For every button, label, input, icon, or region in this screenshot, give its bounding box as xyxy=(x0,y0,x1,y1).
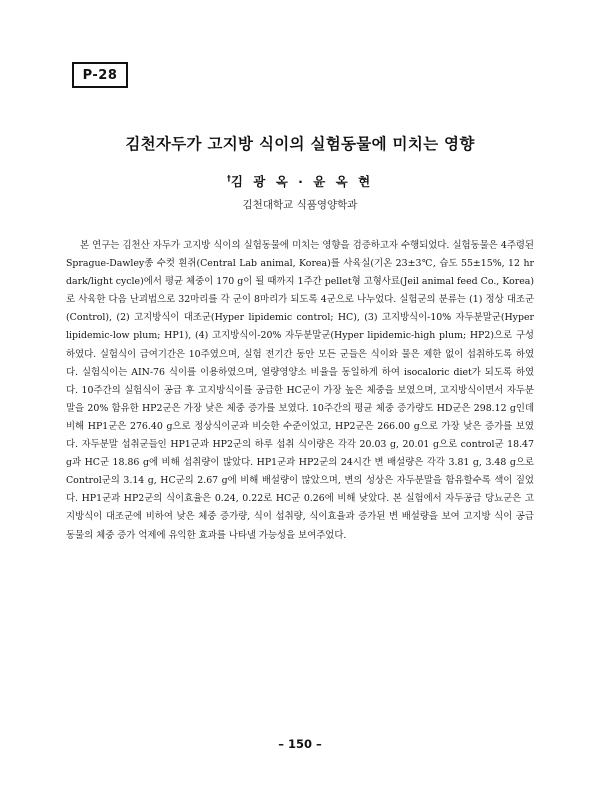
corresponding-author-mark: † xyxy=(226,173,231,183)
author-names: 김 광 옥 · 윤 옥 현 xyxy=(230,174,374,189)
poster-id-box: P-28 xyxy=(72,62,128,88)
paper-title: 김천자두가 고지방 식이의 실험동물에 미치는 영향 xyxy=(125,135,475,153)
abstract-body: 본 연구는 김천산 자두가 고지방 식이의 실험동물에 미치는 영향을 검증하고자 수행되었다. 실험동물은 4주령된 Sprague-Dawley종 수컷 흰쥐(Central Lab animal, Korea)를 사육실(기온 23±3℃, 습도 55±15%, 12 hr dark/light cycle)에서 평균 체중이 170 g이 될 때까지 1주간 pellet형 고형사료(Jeil animal feed Co., Korea)로 사육한 다음 난괴법으로 32마리를 각 군이 8마리가 되도록 4군으로 나누었다. 실험군의 분류는 (1) 정상 대조군(Control), (2) 고지방식이 대조군(Hyper lipidemic control; HC), (3) 고지방식이-10% 자두분말군(Hyper lipidemic-low plum; HP1), (4) 고지방식이-20% 자두분말군(Hyper lipidemic-high plum; HP2)으로 구성하였다. 실험식이 급여기간은 10주였으며, 실험 전기간 동안 모든 군들은 식이와 물은 제한 없이 섭취하도록 하였다. 실험식이는 AIN-76 식이를 이용하였으며, 열량영양소 비율을 동일하게 하여 isocaloric diet가 되도록 하였다. 10주간의 실험식이 공급 후 고지방식이를 공급한 HC군이 가장 높은 체중을 보였으며, 고지방식이면서 자두분말을 20% 함유한 HP2군은 가장 낮은 체중 증가를 보였다. 10주간의 평균 체중 증가량도 HD군은 298.12 g인데 비해 HP1군은 276.40 g으로 정상식이군과 비슷한 수준이었고, HP2군은 266.00 g으로 가장 낮은 증가를 보였다. 자두분말 섭취군들인 HP1군과 HP2군의 하루 섭취 식이량은 각각 20.03 g, 20.01 g으로 control군 18.47 g과 HC군 18.86 g에 비해 섭취량이 많았다. HP1군과 HP2군의 24시간 변 배설량은 각각 3.81 g, 3.48 g으로 Control군의 3.14 g, HC군의 2.67 g에 비해 배설량이 많았으며, 변의 성상은 자두분말을 함유할수록 색이 짙었다. HP1군과 HP2군의 식이효율은 0.24, 0.22로 HC군 0.26에 비해 낮았다. 본 실험에서 자두공급 당뇨군은 고지방식이 대조군에 비하여 낮은 체중 증가량, 식이 섭취량, 식이효율과 증가된 변 배설량을 보여 고지방 식이 공급 동물의 체중 증가 억제에 유익한 효과를 나타낼 가능성을 보여주었다. xyxy=(66,240,534,541)
page-number: – 150 – xyxy=(278,737,322,751)
author-line xyxy=(0,172,600,190)
affiliation: 김천대학교 식품영양학과 xyxy=(242,199,358,211)
